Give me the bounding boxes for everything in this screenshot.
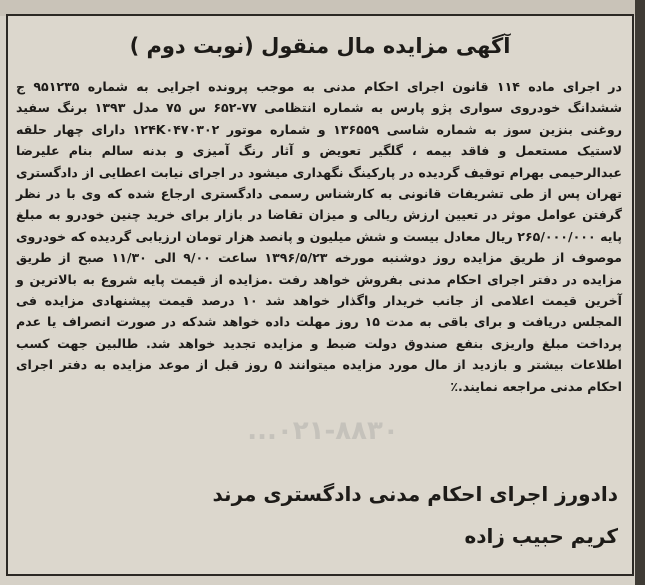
background-edge	[635, 0, 645, 585]
notice-body-text: در اجرای ماده ۱۱۴ قانون اجرای احکام مدنی به موجب پرونده اجرایی به شماره ۹۵۱۲۳۵ ج ششدانگ خودروی سواری پژو پارس به شماره انتظامی ۷۷-۶۵۲ س ۷۵ مدل ۱۳۹۳ برنگ سفید روغنی بنزین سوز به شماره شاسی ۱۳۶۵۵۹ و شماره موتور ۱۲۴K۰۴۷۰۳۰۲ دارای چهار حلقه لاستیک مستعمل و فاقد بیمه ، گلگیر تعویض و آثار رنگ آمیزی و بدنه سالم بنام علیرضا عبدالرحیمی بهرام توقیف گردیده در پارکینگ نگهداری میشود در اجرای نیابت اعطایی از دادگستری تهران پس از طی تشریفات قانونی به کارشناس رسمی دادگستری ارجاع شده که وی با در نظر گرفتن عوامل موثر در تعیین ارزش ریالی و میزان تقاضا در بازار برای خرید چنین خودرو به مبلغ پایه ۲۶۵/۰۰۰/۰۰۰ ریال معادل بیست و شش میلیون و پانصد هزار تومان ارزیابی گردیده که خودروی موصوف از طریق مزایده روز دوشنبه مورخه ۱۳۹۶/۵/۲۳ ساعت ۹/۰۰ الی ۱۱/۳۰ صبح از طریق مزایده در دفتر اجرای احکام مدنی بفروش خواهد رفت .مزایده از قیمت پایه شروع به بالاترین و آخرین قیمت اعلامی از جانب خریدار واگذار خواهد شد ۱۰ درصد قیمت پیشنهادی مزایده فی المجلس دریافت و برای باقی به مدت ۱۵ روز مهلت داده خواهد شدکه در صورت انصراف یا عدم پرداخت مبلغ واریزی بنفع صندوق دولت ضبط و مزایده تجدید خواهد شد. طالبین جهت کسب اطلاعات بیشتر و بازدید از مال مورد مزایده میتوانند ۵ روز قبل از موعد مزایده به دفتر اجرای احکام مدنی مراجعه نمایند.٪	[16, 79, 622, 394]
auction-notice-box	[6, 14, 634, 576]
watermark-phone: ۰۲۱-۸۸۳۰...	[247, 416, 399, 446]
notice-title: آگهی مزایده مال منقول (نوبت دوم )	[129, 34, 511, 58]
signature-name: کریم حبیب زاده	[464, 524, 618, 548]
signature-title: دادورز اجرای احکام مدنی دادگستری مرند	[212, 482, 618, 506]
